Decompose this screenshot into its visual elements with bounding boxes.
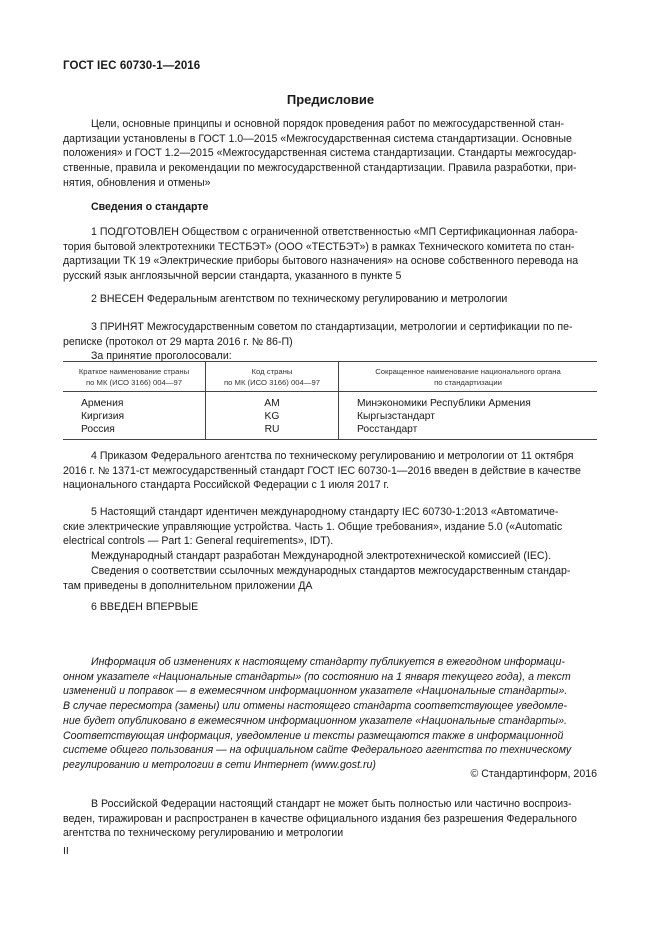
- item-1-paragraph: [63, 225, 598, 284]
- country-code-cell: KG: [206, 410, 339, 423]
- item-4-paragraph: [63, 449, 598, 493]
- info-line: изменений и поправок — в ежемесячном информационном указателе «Национальные стандарты».: [63, 685, 568, 698]
- intro-paragraph: [63, 117, 598, 191]
- voted-label: За принятие проголосовали:: [91, 350, 232, 363]
- item-4-line: 4 Приказом Федерального агентства по техническому регулированию и метрологии от 11 октября: [91, 450, 574, 462]
- item-4-line: национального стандарта Российской Федерации с 1 июля 2017 г.: [63, 479, 390, 492]
- country-name-cell: Россия: [63, 423, 206, 440]
- references-line: там приведены в дополнительном приложении ДА: [63, 579, 313, 592]
- item-3-line: 3 ПРИНЯТ Межгосударственным советом по стандартизации, метрологии и сертификации по пе-: [91, 321, 573, 333]
- table-header-cell: [339, 362, 598, 392]
- info-line: Соответствующая информация, уведомление и тексты размещаются также в информационной: [63, 729, 564, 742]
- standards-body-cell: Минэкономики Республики Армения: [339, 392, 598, 411]
- table-row: [63, 392, 597, 411]
- header-text: Сокращенное наименование национального органа: [375, 367, 561, 376]
- item-1-line: тория бытовой электротехники ТЕСТБЭТ» (ООО «ТЕСТБЭТ») в рамках Технического комитета по стан-: [63, 240, 575, 253]
- country-name-cell: Армения: [81, 398, 124, 409]
- item-4-line: 2016 г. № 1371-ст межгосударственный стандарт ГОСТ IEC 60730-1—2016 введен в действие в качестве: [63, 464, 581, 477]
- iec-note: Международный стандарт разработан Международной электротехнической комиссией (IEC).: [91, 550, 552, 563]
- item-3-line: реписке (протокол от 29 марта 2016 г. № 86-П): [63, 335, 293, 348]
- reproduction-line: веден, тиражирован и распространен в качестве официального издания без разрешения Федерального: [63, 812, 577, 825]
- table-row: [63, 410, 597, 423]
- countries-table: [63, 361, 597, 440]
- reproduction-line: В Российской Федерации настоящий стандарт не может быть полностью или частично воспроиз-: [91, 798, 572, 810]
- item-1-line: русский язык англоязычной версии стандарта, указанного в пункте 5: [63, 270, 402, 283]
- page-number: II: [63, 845, 69, 857]
- item-2-paragraph: 2 ВНЕСЕН Федеральным агентством по техническому регулированию и метрологии: [91, 293, 508, 305]
- intro-line: Цели, основные принципы и основной порядок проведения работ по межгосударственной стан-: [91, 118, 564, 130]
- table-header-cell: [63, 362, 206, 392]
- document-header: ГОСТ IEC 60730-1—2016: [63, 60, 201, 72]
- item-1-line: 1 ПОДГОТОВЛЕН Обществом с ограниченной ответственностью «МП Сертификационная лабора-: [91, 226, 578, 238]
- item-5-line: 5 Настоящий стандарт идентичен международному стандарту IEC 60730-1:2013 «Автоматиче-: [91, 506, 559, 518]
- info-notice: [63, 655, 598, 773]
- item-1-line: дартизации ТК 19 «Электрические приборы бытового назначения» на основе собственного перевода на: [63, 255, 579, 268]
- header-text: по стандартизации: [434, 378, 502, 387]
- standards-body-cell: Кыргызстандарт: [339, 410, 598, 423]
- page-title: Предисловие: [286, 92, 375, 107]
- header-text: по МК (ИСО 3166) 004—97: [85, 378, 183, 387]
- item-5-paragraph: [63, 505, 598, 593]
- standards-body-cell: Росстандарт: [339, 423, 598, 440]
- item-5-line: ские электрические управляющие устройства. Часть 1. Общие требования», издание 5.0 («Automatic: [63, 520, 563, 533]
- header-text: Краткое наименование страны: [78, 367, 190, 376]
- reproduction-line: агентства по техническому регулированию и метрологии: [63, 827, 344, 840]
- intro-line: положения» и ГОСТ 1.2—2015 «Межгосударственная система стандартизации. Стандарты межгосудар-: [63, 147, 577, 160]
- table-header-cell: [206, 362, 339, 392]
- info-line: системе общего пользования — на официальном сайте Федерального агентства по техническому: [63, 744, 572, 757]
- table-header-row: [63, 362, 597, 392]
- about-heading: Сведения о стандарте: [91, 201, 209, 213]
- item-5-line: electrical controls — Part 1: General requirements», IDT).: [63, 535, 334, 548]
- reproduction-notice: [63, 797, 598, 841]
- country-code-cell: AM: [206, 392, 339, 411]
- header-text: по МК (ИСО 3166) 004—97: [223, 378, 321, 387]
- country-name-cell: Киргизия: [81, 411, 125, 422]
- info-line: онном указателе «Национальные стандарты» (по состоянию на 1 января текущего года), а текст: [63, 670, 571, 683]
- info-line: В случае пересмотра (замены) или отмены настоящего стандарта соответствующее уведомле-: [63, 700, 567, 713]
- info-line: регулированию и метрологии в сети Интернет (www.gost.ru): [63, 758, 376, 771]
- table-row: [63, 423, 597, 440]
- info-line: Информация об изменениях к настоящему стандарту публикуется в ежегодном информаци-: [91, 656, 565, 668]
- copyright-notice: © Стандартинформ, 2016: [470, 768, 597, 780]
- country-code-cell: RU: [206, 423, 339, 440]
- item-3-paragraph: [63, 320, 598, 364]
- info-line: ние будет опубликовано в ежемесячном информационном указателе «Национальные стандарты».: [63, 714, 567, 727]
- header-text: Код страны: [251, 367, 293, 376]
- intro-line: ственные, правила и рекомендации по межгосударственной стандартизации. Правила разработки, при-: [63, 162, 577, 175]
- references-line: Сведения о соответствии ссылочных международных стандартов межгосударственным стандар-: [91, 564, 571, 577]
- intro-line: нятия, обновления и отмены»: [63, 176, 211, 189]
- item-6-paragraph: 6 ВВЕДЕН ВПЕРВЫЕ: [91, 601, 199, 613]
- intro-line: дартизации установлены в ГОСТ 1.0—2015 «Межгосударственная система стандартизации. Основные: [63, 132, 572, 145]
